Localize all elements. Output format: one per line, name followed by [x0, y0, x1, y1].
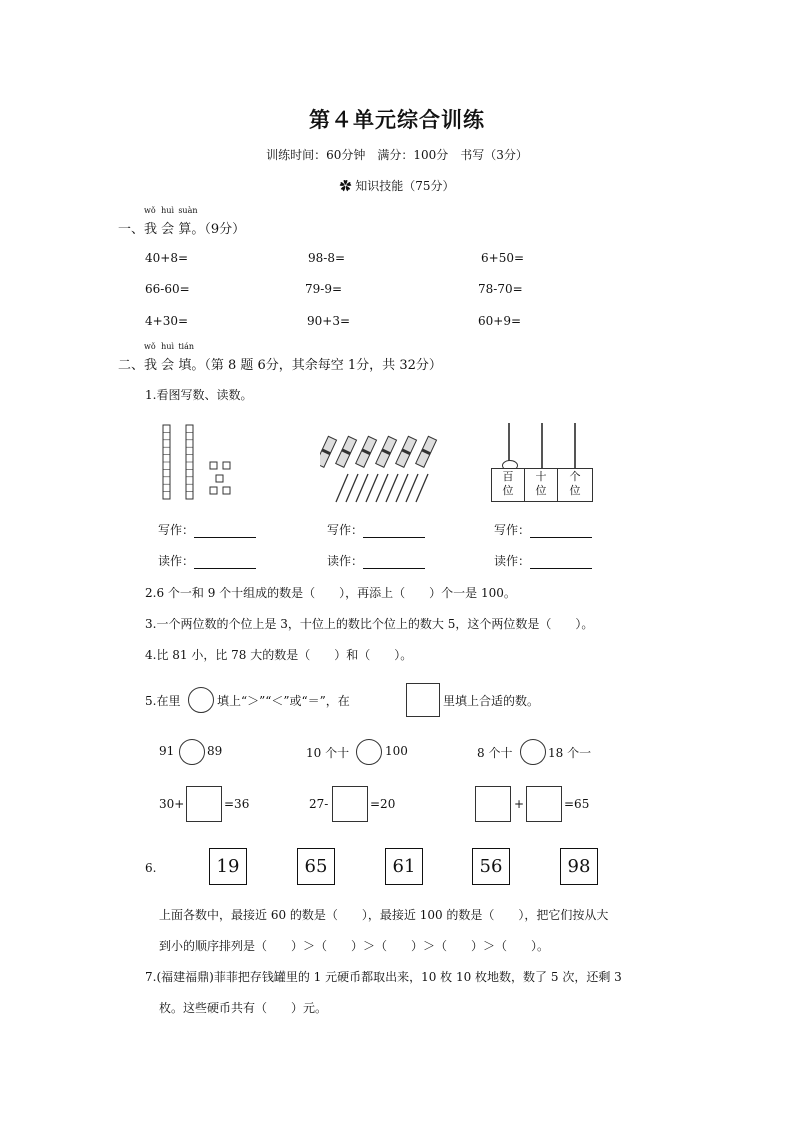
q2-item5-b: 填上“＞”“＜”或“＝”，在 — [217, 694, 350, 708]
q1-expr: 78-70= — [478, 282, 523, 296]
page-title: 第４单元综合训练 — [309, 107, 485, 132]
compare-circle[interactable] — [520, 739, 546, 765]
q2-heading: 二、 wǒ 我 huì 会 tián 填。（第 8 题 6分，其余每空 1分，共 32分） — [118, 342, 442, 373]
cmp-left: 91 — [159, 744, 175, 758]
q1-expr: 4+30= — [145, 314, 189, 328]
read-answer-3: 读作： — [494, 552, 592, 569]
number-card: 65 — [297, 848, 335, 885]
fill-right: =65 — [564, 797, 590, 811]
read-answer-2: 读作： — [327, 552, 425, 569]
q1-expr: 79-9= — [305, 282, 343, 296]
abacus-rod — [574, 423, 576, 470]
answer-line[interactable] — [363, 556, 425, 569]
q2-item3: 3.一个两位数的个位上是 3，十位上的数比个位上的数大 5，这个两位数是（ ）。 — [145, 617, 594, 631]
fill-box-sample — [406, 683, 440, 717]
section-title: ✿ 知识技能（75分） — [339, 179, 455, 193]
q2-item7-line1: 7.(福建福鼎)菲菲把存钱罐里的 1 元硬币都取出来，10 枚 10 枚地数，数了 5 次，还剩 3 — [145, 970, 622, 984]
q1-heading: 一、 wǒ 我 huì 会 suàn 算。（9分） — [118, 206, 246, 237]
cmp-left: 8 个十 — [477, 746, 513, 760]
q2-item4: 4.比 81 小，比 78 大的数是（ ）和（ ）。 — [145, 648, 413, 662]
fill-mid: + — [514, 797, 525, 811]
q2-item7-line2: 枚。这些硬币共有（ ）元。 — [159, 1001, 328, 1015]
compare-circle[interactable] — [179, 739, 205, 765]
number-card: 56 — [472, 848, 510, 885]
q1-expr: 40+8= — [145, 251, 189, 265]
number-card: 19 — [209, 848, 247, 885]
cmp-right: 100 — [385, 744, 408, 758]
number-card: 98 — [560, 848, 598, 885]
q1-expr: 98-8= — [308, 251, 346, 265]
cmp-right: 89 — [207, 744, 223, 758]
fill-left: 30+ — [159, 797, 185, 811]
fill-box[interactable] — [332, 786, 368, 822]
write-answer-3: 写作： — [494, 521, 592, 538]
q2-item5-c: 里填上合适的数。 — [443, 694, 540, 708]
q1-expr: 6+50= — [481, 251, 525, 265]
q1-expr: 90+3= — [307, 314, 351, 328]
abacus-base — [491, 468, 593, 502]
answer-line[interactable] — [530, 556, 592, 569]
q2-item5-a: 5.在里 — [145, 694, 181, 708]
subtitle: 训练时间：60分钟 满分：100分 书写（3分） — [266, 148, 528, 162]
compare-circle[interactable] — [356, 739, 382, 765]
compare-circle-sample — [188, 687, 214, 713]
abacus-rod — [541, 423, 543, 470]
fill-left: 27- — [309, 797, 329, 811]
fill-box[interactable] — [475, 786, 511, 822]
stick-bundles-figure — [320, 432, 450, 504]
answer-line[interactable] — [530, 525, 592, 538]
answer-line[interactable] — [194, 525, 256, 538]
q2-item6-label: 6. — [145, 861, 157, 875]
abacus-label-hundreds: 百 位 — [492, 469, 525, 501]
fill-box[interactable] — [186, 786, 222, 822]
abacus-label-ones: 个 位 — [569, 470, 581, 497]
write-answer-1: 写作： — [158, 521, 256, 538]
q2-item2: 2.6 个一和 9 个十组成的数是（ ），再添上（ ）个一是 100。 — [145, 586, 516, 600]
answer-line[interactable] — [194, 556, 256, 569]
q1-expr: 66-60= — [145, 282, 190, 296]
q2-item6-line1: 上面各数中，最接近 60 的数是（ ），最接近 100 的数是（ ），把它们按从大 — [159, 908, 609, 922]
read-answer-1: 读作： — [158, 552, 256, 569]
write-answer-2: 写作： — [327, 521, 425, 538]
fill-right: =20 — [370, 797, 396, 811]
fill-box[interactable] — [526, 786, 562, 822]
q1-expr: 60+9= — [478, 314, 522, 328]
cmp-right: 18 个一 — [548, 746, 592, 760]
q2-item6-line2: 到小的顺序排列是（ ）＞（ ）＞（ ）＞（ ）＞（ ）。 — [159, 939, 550, 953]
q2-item1: 1.看图写数、读数。 — [145, 388, 253, 402]
cmp-left: 10 个十 — [306, 746, 350, 760]
abacus-label-tens: 十 位 — [525, 469, 558, 501]
tens-rods-figure — [155, 422, 245, 504]
answer-line[interactable] — [363, 525, 425, 538]
number-card: 61 — [385, 848, 423, 885]
fill-right: =36 — [224, 797, 250, 811]
